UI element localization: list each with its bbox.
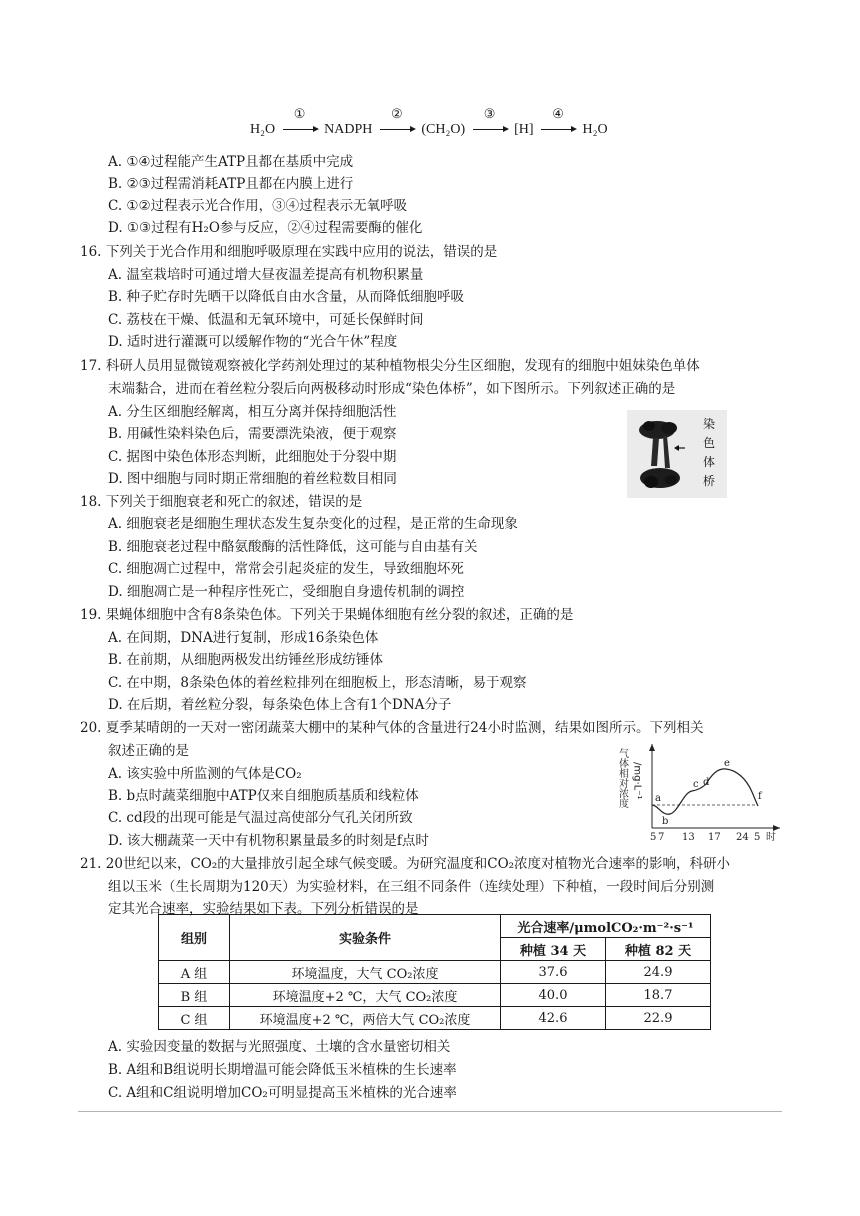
arrow-3-label: ③ (483, 106, 496, 121)
arrow-4 (541, 106, 575, 138)
q18-stem: 18. 下列关于细胞衰老和死亡的叙述，错误的是 (80, 494, 363, 510)
q18-option-d: D. 细胞凋亡是一种程序性死亡，受细胞自身遗传机制的调控 (108, 584, 465, 600)
cell-day34: 37.6 (501, 961, 606, 984)
q21-option-c: C. A组和C组说明增加CO₂可明显提高玉米植株的光合速率 (108, 1085, 457, 1101)
chromosome-bridge-image (627, 410, 727, 498)
q15-option-a: A. ①④过程能产生ATP且都在基质中完成 (108, 154, 354, 170)
q19-option-b: B. 在前期，从细胞两极发出纺锤丝形成纺锤体 (108, 652, 384, 668)
q17-option-a: A. 分生区细胞经解离，相互分离并保持细胞活性 (108, 404, 397, 420)
q16-option-a: A. 温室栽培时可通过增大昼夜温差提高有机物积累量 (108, 267, 424, 283)
arrow-3 (473, 106, 507, 138)
x-tick-7: 7 (658, 832, 665, 843)
q20-option-a: A. 该实验中所监测的气体是CO₂ (108, 766, 302, 782)
q16-option-d: D. 适时进行灌溉可以缓解作物的“光合午休”程度 (108, 334, 398, 350)
cell-group: C 组 (159, 1007, 230, 1030)
flow-h2o-end: H₂O (582, 122, 608, 137)
q21-stem-line3: 定其光合速率，实验结果如下表。下列分析错误的是 (108, 901, 419, 917)
header-rate: 光合速率/μmolCO₂·m⁻²·s⁻¹ (501, 915, 711, 938)
q18-option-c: C. 细胞凋亡过程中，常常会引起炎症的发生，导致细胞坏死 (108, 561, 464, 577)
x-tick-5a: 5 (650, 832, 657, 843)
q19-stem: 19. 果蝇体细胞中含有8条染色体。下列关于果蝇体细胞有丝分裂的叙述，正确的是 (80, 607, 574, 623)
q19-option-d: D. 在后期，着丝粒分裂，每条染色体上含有1个DNA分子 (108, 697, 452, 713)
y-axis-label: 气体相对浓度 (616, 748, 628, 808)
bridge-label-3: 体 (702, 455, 716, 469)
arrow-1 (283, 106, 317, 138)
photosynthesis-table (158, 914, 711, 1030)
q20-option-d: D. 该大棚蔬菜一天中有机物积累量最多的时刻是f点时 (108, 833, 429, 849)
arrow-1-label: ① (293, 106, 306, 121)
cell-group: B 组 (159, 984, 230, 1007)
header-condition: 实验条件 (230, 915, 501, 961)
cell-condition: 环境温度，大气 CO₂浓度 (230, 961, 501, 984)
flow-ch2o: (CH₂O) (421, 122, 466, 137)
bridge-label-1: 染 (702, 417, 716, 431)
cell-condition: 环境温度+2 ℃，两倍大气 CO₂浓度 (230, 1007, 501, 1030)
x-tick-17: 17 (708, 832, 721, 843)
q19-option-c: C. 在中期，8条染色体的着丝粒排列在细胞板上，形态清晰，易于观察 (108, 675, 527, 691)
point-f: f (758, 791, 762, 802)
header-group: 组别 (159, 915, 230, 961)
x-tick-5b: 5 (754, 832, 761, 843)
q21-option-a: A. 实验因变量的数据与光照强度、土壤的含水量密切相关 (108, 1039, 451, 1055)
cell-day82: 18.7 (606, 984, 711, 1007)
table-row (159, 961, 711, 984)
q21-option-b: B. A组和B组说明长期增温可能会降低玉米植株的生长速率 (108, 1062, 457, 1078)
cell-group: A 组 (159, 961, 230, 984)
x-tick-13: 13 (682, 832, 695, 843)
flow-nadph: NADPH (324, 122, 373, 137)
cell-day34: 42.6 (501, 1007, 606, 1030)
flow-h2o-start: H₂O (250, 122, 276, 137)
q19-option-a: A. 在间期，DNA进行复制，形成16条染色体 (108, 630, 379, 646)
point-d: d (703, 777, 710, 788)
arrow-2 (380, 106, 414, 138)
flow-h: [H] (514, 122, 534, 137)
reaction-flow (250, 106, 608, 138)
series-curve (652, 769, 758, 814)
q15-option-b: B. ②③过程需消耗ATP且都在内膜上进行 (108, 176, 354, 192)
cell-condition: 环境温度+2 ℃，大气 CO₂浓度 (230, 984, 501, 1007)
point-c: c (693, 779, 699, 790)
arrow-2-label: ② (391, 106, 403, 121)
q17-option-c: C. 据图中染色体形态判断，此细胞处于分裂中期 (108, 449, 397, 465)
q20-option-c: C. cd段的出现可能是气温过高使部分气孔关闭所致 (108, 810, 413, 826)
cell-day34: 40.0 (501, 984, 606, 1007)
q17-option-b: B. 用碱性染料染色后，需要漂洗染液，便于观察 (108, 426, 397, 442)
q16-stem: 16. 下列关于光合作用和细胞呼吸原理在实践中应用的说法，错误的是 (80, 244, 498, 260)
q20-option-b: B. b点时蔬菜细胞中ATP仅来自细胞质基质和线粒体 (108, 788, 419, 804)
q17-stem-line2: 末端黏合，进而在着丝粒分裂后向两极移动时形成“染色体桥”，如下图所示。下列叙述正确的是 (108, 381, 676, 397)
q21-stem-line2: 组以玉米（生长周期为120天）为实验材料，在三组不同条件（连续处理）下种植，一段时间后分别测 (108, 879, 715, 895)
header-day82: 种植 82 天 (606, 938, 711, 961)
header-day34: 种植 34 天 (501, 938, 606, 961)
bridge-label-2: 色 (702, 436, 716, 450)
table-row (159, 1007, 711, 1030)
cell-day82: 22.9 (606, 1007, 711, 1030)
q20-stem-line1: 20. 夏季某晴朗的一天对一密闭蔬菜大棚中的某种气体的含量进行24小时监测，结果如图所示。下列相关 (80, 720, 704, 736)
q18-option-b: B. 细胞衰老过程中酪氨酸酶的活性降低，这可能与自由基有关 (108, 539, 478, 555)
gas-concentration-chart (612, 744, 788, 844)
q21-stem-line1: 21. 20世纪以来，CO₂的大量排放引起全球气候变暖。为研究温度和CO₂浓度对植物光合速率的影响，科研小 (80, 856, 731, 872)
q17-stem-line1: 17. 科研人员用显微镜观察被化学药剂处理过的某种植物根尖分生区细胞，发现有的细胞中姐妹染色单体 (80, 358, 700, 374)
q15-option-c: C. ①②过程表示光合作用，③④过程表示无氧呼吸 (108, 198, 408, 214)
q15-option-d: D. ①③过程有H₂O参与反应，②④过程需要酶的催化 (108, 220, 423, 236)
cell-day82: 24.9 (606, 961, 711, 984)
q20-stem-line2: 叙述正确的是 (108, 743, 189, 759)
q18-option-a: A. 细胞衰老是细胞生理状态发生复杂变化的过程，是正常的生命现象 (108, 516, 518, 532)
arrow-4-label: ④ (552, 106, 564, 121)
y-axis-unit: /mg·L⁻¹ (631, 762, 643, 800)
point-a: a (655, 793, 661, 804)
point-e: e (724, 758, 730, 769)
table-row (159, 984, 711, 1007)
x-tick-24: 24 (736, 832, 749, 843)
q16-option-c: C. 荔枝在干燥、低温和无氧环境中，可延长保鲜时间 (108, 312, 424, 328)
x-axis-unit: 时 (766, 832, 776, 843)
bridge-label-4: 桥 (702, 474, 716, 488)
q17-option-d: D. 图中细胞与同时期正常细胞的着丝粒数目相同 (108, 471, 397, 487)
q16-option-b: B. 种子贮存时先晒干以降低自由水含量，从而降低细胞呼吸 (108, 289, 465, 305)
point-b: b (662, 816, 669, 827)
footer-divider (78, 1111, 782, 1112)
